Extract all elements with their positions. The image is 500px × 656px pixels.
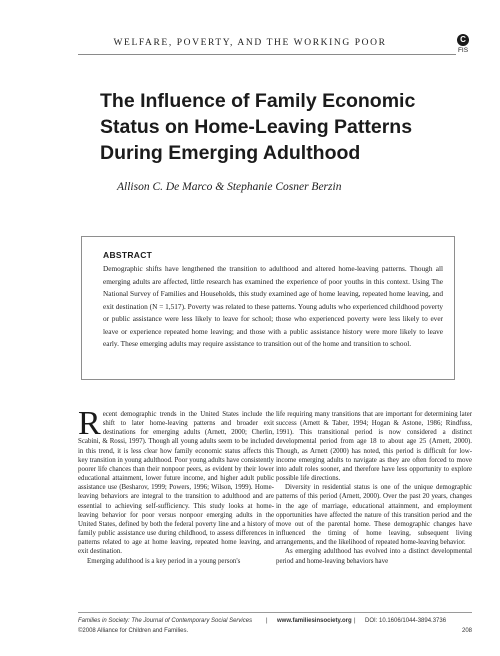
article-authors: Allison C. De Marco & Stephanie Cosner Berzin <box>117 181 342 193</box>
article-title <box>100 88 480 166</box>
section-label: WELFARE, POVERTY, AND THE WORKING POOR <box>113 38 387 48</box>
page-number: 208 <box>461 628 472 634</box>
journal-website-link[interactable]: www.familiesinsociety.org <box>277 618 352 624</box>
body-column-right <box>276 410 472 566</box>
title-line: During Emerging Adulthood <box>100 142 361 164</box>
body-paragraph: As emerging adulthood has evolved into a distinct developmental period and home-leaving behaviors have <box>276 548 472 565</box>
title-line: Status on Home-Leaving Patterns <box>100 116 413 138</box>
drop-cap: R <box>78 405 101 442</box>
footer-divider <box>78 612 472 613</box>
logo-text: FIS <box>457 47 469 54</box>
doi-text: DOI: 10.1606/1044-3894.3736 <box>365 618 447 624</box>
paragraph-text: ecent demographic trends in the United States include the shift to later home-leaving patterns and broader exit destinations for emerging adults (Arnett, 2000; Cherlin, Scabini, & Rossi, 1997). Though all young adults seem to be included in this trend, it is less clear how family economic status affects this key transition in young adulthood. Poor young adults have consistently poorer life chances than their nonpoor peers, as evident by their lower educational attainment, lower future income, and higher adult public assistance use (Besharov, 1999; Powers, 1996; Wilson, 1999). Home-leaving behaviors are integral to the transition to adulthood and are essential to achieving self-sufficiency. This study looks at home-leaving behavior for poor versus nonpoor emerging adults in the United States, defined by both the federal poverty line and a history of family public assistance use during childhood, to assess differences in patterns related to age at home leaving, repeated home leaving, and exit destination. <box>78 411 274 556</box>
body-paragraph: Emerging adulthood is a key period in a young person's <box>87 557 241 565</box>
publisher-logo <box>455 34 471 54</box>
abstract-text: Demographic shifts have lengthened the transition to adulthood and altered home-leaving patterns. Though all emerging adults are affected, little research has examined the experience of poor youths in this context. Using The National Survey of Families and Households, this study examined age of home leaving, repeated home leaving, and exit destination (N = 1,517). Poverty was related to these patterns. Young adults who experienced childhood poverty or public assistance were less likely to leave for school; those who experienced poverty were less likely to ever leave or experience repeated home leaving; and those with a public assistance history were more likely to leave early. These emerging adults may require assistance to transition out of the home and transition to school. <box>103 264 443 348</box>
body-column-left <box>78 405 274 566</box>
body-paragraph <box>78 405 274 557</box>
footer-separator: | <box>354 618 356 624</box>
body-paragraph: Diversity in residential status is one of the unique demographic patterns of this period (Arnett, 2000). Over the past 20 years, changes in the age of marriage, educational attainment, and employment opportunities have affected the nature of this transition period and the move out of the parental home. These demographic changes have influenced the timing of home leaving, subsequent living arrangements, and the likelihood of repeated home-leaving behavior. <box>276 484 472 547</box>
body-paragraph: life requiring many transitions that are important for determining later success (Arnett & Taber, 1994; Hogan & Astone, 1986; Rindfuss, 1991). This transitional period is now considered a distinct developmental period from age 18 to about age 25 (Arnett, 2000). Though, as Arnett (2000) has noted, this period is difficult for low-income emerging adults to navigate as they are often forced to move into adult roles sooner, and therefore have less opportunity to explore possible life directions. <box>276 411 472 483</box>
abstract-heading: ABSTRACT <box>103 250 153 260</box>
journal-name: Families in Society: The Journal of Contemporary Social Services <box>78 618 253 624</box>
footer-separator: | <box>266 618 268 624</box>
title-line: The Influence of Family Economic <box>100 90 416 112</box>
header-divider <box>78 54 456 55</box>
copyright-text: ©2008 Alliance for Children and Families. <box>78 628 189 634</box>
logo-mark-icon: C <box>457 34 469 46</box>
page-footer <box>78 618 472 638</box>
